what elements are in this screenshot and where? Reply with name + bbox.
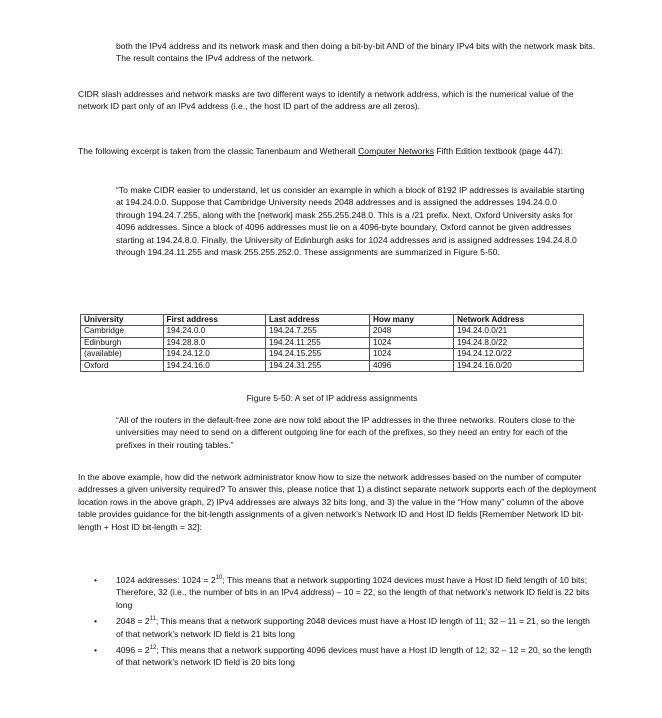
table-cell: 4096	[370, 360, 454, 371]
table-cell: 194.24.0.0	[163, 326, 265, 337]
intro-continuation-paragraph: both the IPv4 address and its network mask and then doing a bit-by-bit AND of the binary IPv4 bits with the network mask bits. The result contains the IPv4 address of the network.	[116, 41, 596, 64]
cidr-paragraph: CIDR slash addresses and network masks are two different ways to identify a network address, which is the numerical value of the network ID part only of an IPv4 address (i.e., the host ID part of the address are all zeros).	[78, 89, 574, 112]
table-cell: Oxford	[81, 360, 164, 371]
excerpt-intro-after: Fifth Edition textbook (page 447):	[434, 146, 563, 156]
excerpt-intro-paragraph	[78, 145, 598, 157]
table-row	[81, 326, 584, 337]
col-header-how-many: How many	[370, 315, 454, 326]
table-row	[81, 360, 584, 371]
bit-length-bullet-list	[80, 574, 592, 673]
table-cell: 194.24.15.255	[265, 349, 369, 360]
table-cell: 194.24.16.0/20	[454, 360, 584, 371]
table-row	[81, 337, 584, 348]
col-header-network-address: Network Address	[454, 315, 584, 326]
table-header-row	[81, 315, 584, 326]
list-item: • 1024 addresses: $1024 = 2^{10}$; This means that a network supporting 1024 devices must have a Host ID field length of 10 bits; Therefore, 32 (i.e., the number of bits in an IPv4 address) – 10 = 22, so the length of that network’s network ID field is 22 bits long	[94, 575, 590, 610]
table-cell: 194.24.8.0/22	[454, 337, 584, 348]
table-row	[81, 349, 584, 360]
figure-caption: Figure 5-50: A set of IP address assignments	[246, 393, 418, 403]
col-header-last-address: Last address	[265, 315, 369, 326]
textbook-quote-1: “To make CIDR easier to understand, let us consider an example in which a block of 8192 IP addresses is available starting at 194.24.0.0. Suppose that Cambridge University needs 2048 addresses and is assigned the addresses 194.24.0.0 through 194.24.7.255, along with the [network] mask 255.255.248.0. This is a /21 prefix. Next, Oxford University asks for 4096 addresses. Since a block of 4096 addresses must lie on a 4096-byte boundary, Oxford cannot be given addresses starting at 194.24.8.0. Finally, the University of Edinburgh asks for 1024 addresses and is assigned addresses 194.24.8.0 through 194.24.11.255 and mask 255.255.252.0. These assignments are summarized in Figure 5-50.	[116, 185, 585, 258]
table-cell: 194.24.16.0	[163, 360, 265, 371]
table-cell: 194.24.0.0/21	[454, 326, 584, 337]
textbook-quote-2: “All of the routers in the default-free zone are now told about the IP addresses in the three networks. Routers close to the universities may need to send on a different outgoing line for each of the prefixes, so they need an entry for each of the prefixes in their routing tables.”	[116, 415, 575, 450]
bullet-icon: •	[94, 575, 98, 585]
table-cell: Edinburgh	[81, 337, 164, 348]
list-item: • $2048 = 2^{11}$; This means that a network supporting 2048 devices must have a Host ID length of 11; 32 – 11 = 21, so the length of that network’s network ID field is 21 bits long	[94, 616, 590, 639]
bullet-icon: •	[94, 616, 98, 627]
col-header-first-address: First address	[163, 315, 265, 326]
book-title-link[interactable]: Computer Networks	[358, 146, 435, 156]
col-header-university: University	[81, 315, 164, 326]
table-cell: 1024	[370, 337, 454, 348]
table-cell: 194.24.7.255	[265, 326, 369, 337]
question-paragraph: In the above example, how did the network administrator know how to size the network addresses based on the number of computer addresses a given university required? To answer this, please notice that 1) a distinct separate network supports each of the deployment location rows in the above graph, 2) IPv4 addresses are always 32 bits long, and 3) the value in the “How many” column of the above table provides guidance for the bit-length assignments of a given network’s Network ID and Host ID fields [Remember Network ID bit-length + Host ID bit-length = 32]:	[78, 472, 597, 532]
excerpt-intro-before: The following excerpt is taken from the classic Tanenbaum and Wetherall	[78, 146, 359, 156]
table-cell: 2048	[370, 326, 454, 337]
ip-assignments-table	[80, 314, 584, 372]
table-cell: 1024	[370, 349, 454, 360]
table-cell: 194.24.11.255	[265, 337, 369, 348]
table-cell: 194.24.12.0/22	[454, 349, 584, 360]
list-item: • $4096 = 2^{12}$; This means that a network supporting 4096 devices must have a Host ID length of 12; 32 – 12 = 20, so the length of that network’s network ID field is 20 bits long	[94, 645, 592, 668]
table-cell: Cambridge	[81, 326, 164, 337]
table-cell: 194.24.31.255	[265, 360, 369, 371]
table-cell: 194.28.8.0	[163, 337, 265, 348]
table-cell: 194.24.12.0	[163, 349, 265, 360]
bullet-icon: •	[94, 645, 98, 656]
table-cell: (available)	[81, 349, 164, 360]
